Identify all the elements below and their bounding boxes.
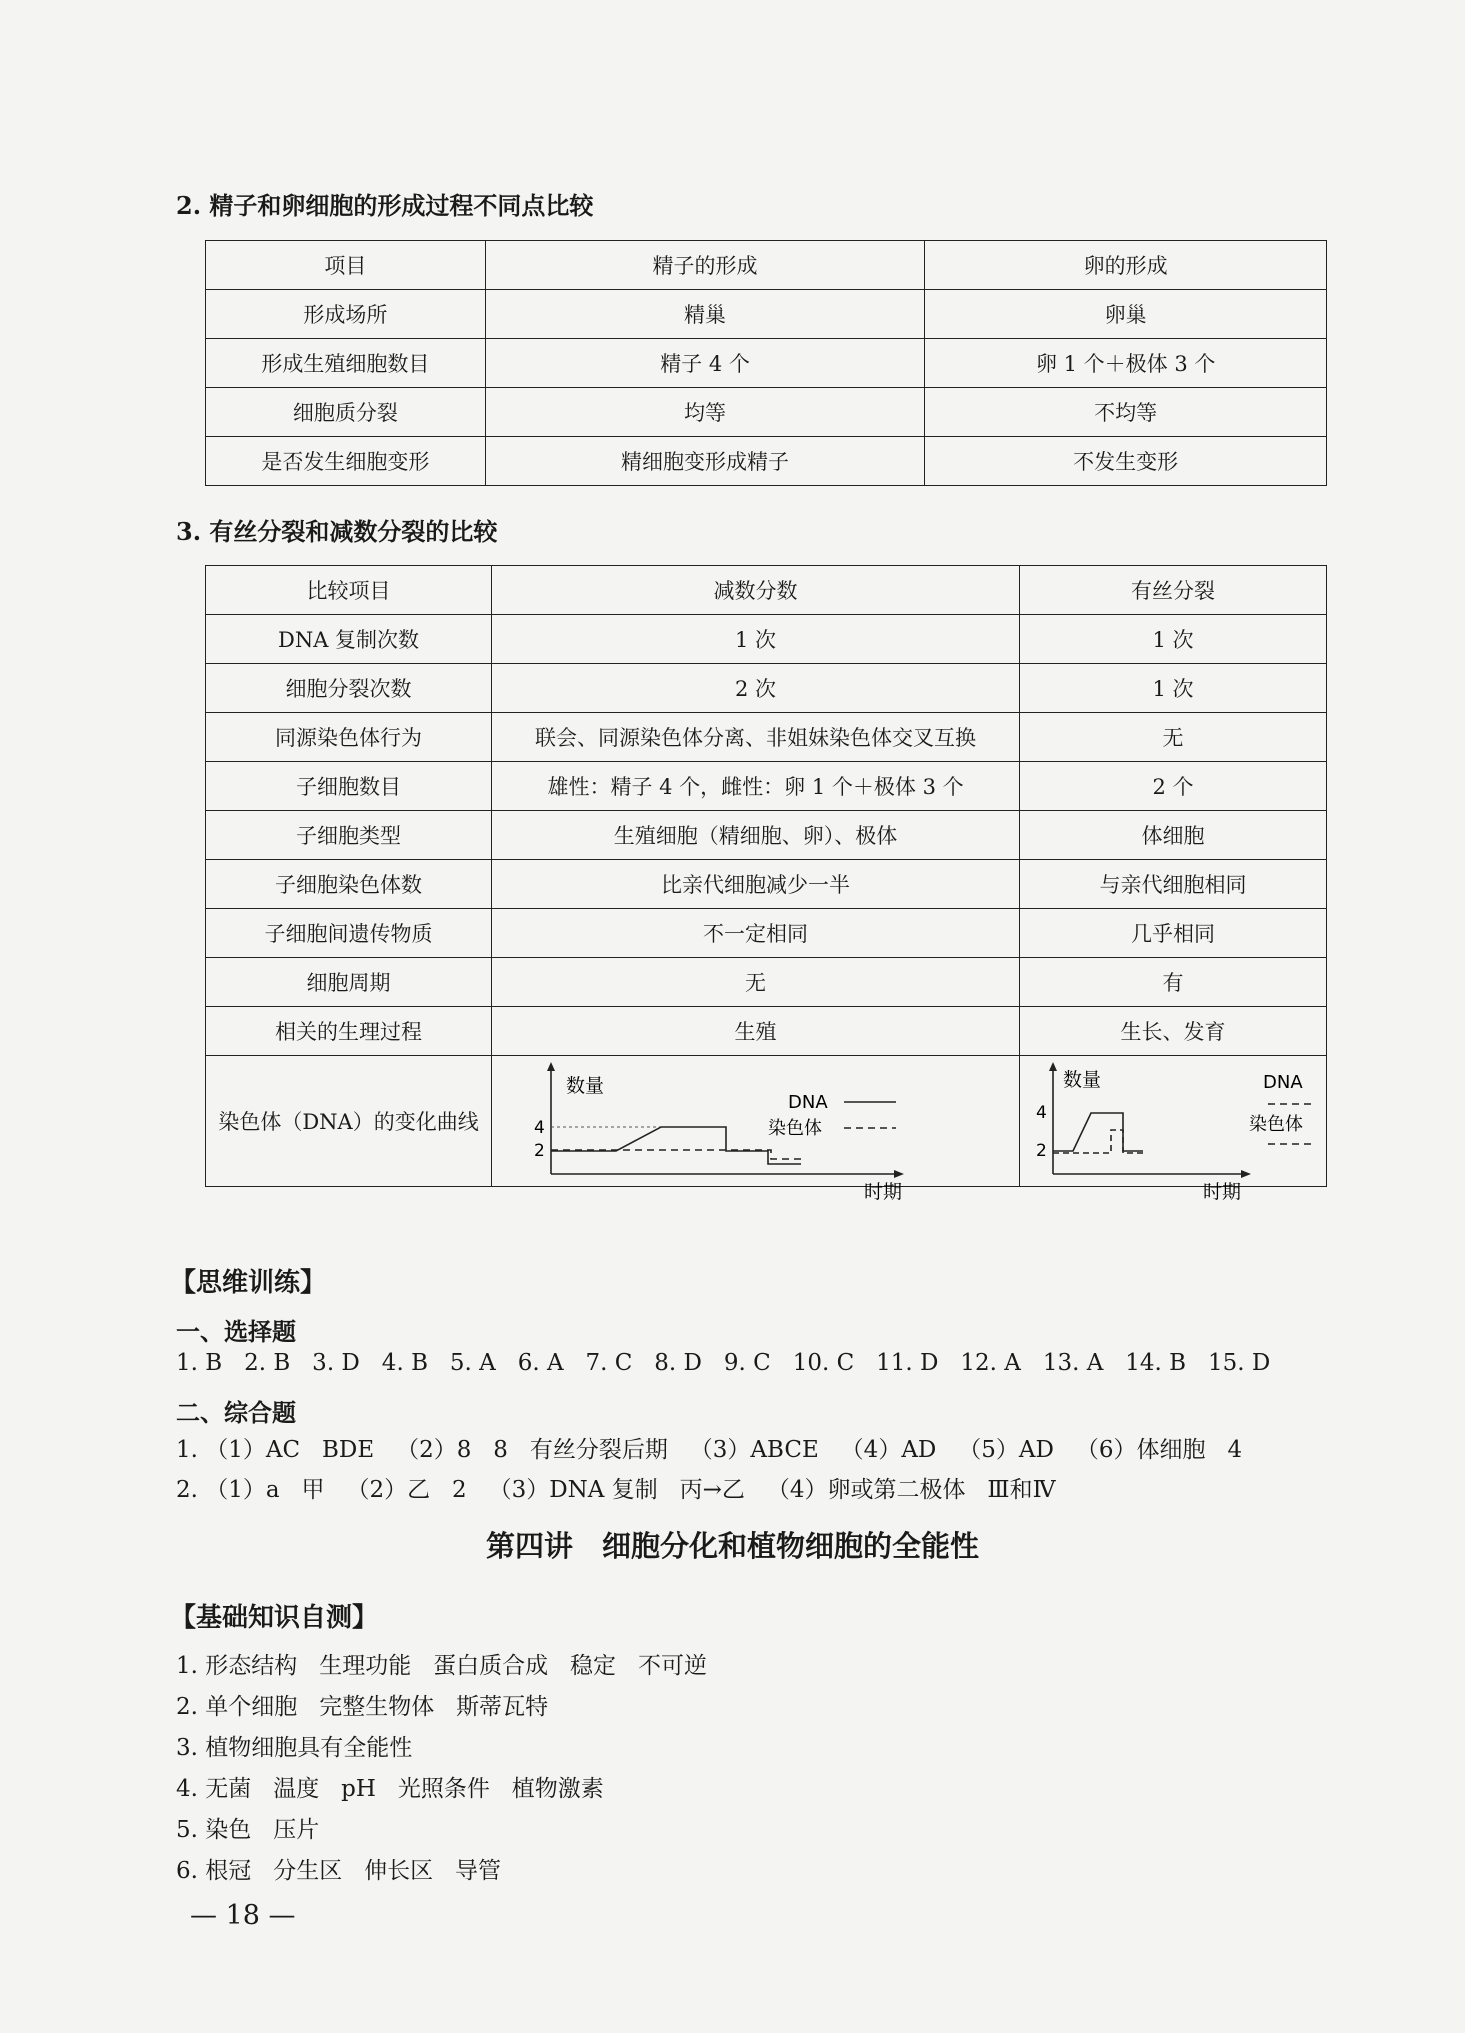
table-cell: 形成场所	[206, 290, 486, 339]
table-cell: 比亲代细胞减少一半	[492, 860, 1020, 909]
curve-row	[206, 1056, 1327, 1187]
y-axis-arrow	[1049, 1062, 1057, 1071]
knowledge-item-1: 1. 形态结构 生理功能 蛋白质合成 稳定 不可逆	[176, 1653, 707, 1679]
comprehensive-section-title: 二、综合题	[176, 1398, 296, 1427]
knowledge-item-2: 2. 单个细胞 完整生物体 斯蒂瓦特	[176, 1694, 549, 1720]
section-3-title: 3. 有丝分裂和减数分裂的比较	[176, 517, 498, 546]
basic-knowledge-title: 【基础知识自测】	[170, 1603, 379, 1633]
y-tick-4: 4	[1036, 1103, 1047, 1123]
dna-curve	[551, 1127, 801, 1164]
choice-section-title: 一、选择题	[176, 1317, 296, 1346]
curve-row-label: 染色体（DNA）的变化曲线	[206, 1056, 492, 1187]
table-cell: 有	[1020, 958, 1327, 1007]
table-cell: 不均等	[925, 388, 1327, 437]
table-row	[206, 811, 1327, 860]
table-cell: 卵 1 个＋极体 3 个	[925, 339, 1327, 388]
legend-dna: DNA	[787, 1092, 828, 1113]
dna-curve	[1053, 1113, 1143, 1151]
knowledge-item-6: 6. 根冠 分生区 伸长区 导管	[176, 1858, 502, 1884]
chromosome-curve	[1053, 1130, 1143, 1153]
table-row	[206, 958, 1327, 1007]
table-cell: 生殖	[492, 1007, 1020, 1056]
table-cell: 子细胞类型	[206, 811, 492, 860]
table-cell: 体细胞	[1020, 811, 1327, 860]
table-cell: 联会、同源染色体分离、非姐妹染色体交叉互换	[492, 713, 1020, 762]
table-cell: 1 次	[1020, 615, 1327, 664]
table-cell: DNA 复制次数	[206, 615, 492, 664]
table-cell: 与亲代细胞相同	[1020, 860, 1327, 909]
table-cell: 2 次	[492, 664, 1020, 713]
table-cell: 无	[1020, 713, 1327, 762]
table-header-cell: 项目	[206, 241, 486, 290]
table-cell: 1 次	[1020, 664, 1327, 713]
y-axis-label: 数量	[565, 1075, 604, 1097]
choice-answers: 1. B 2. B 3. D 4. B 5. A 6. A 7. C 8. D 9. C 10. C 11. D 12. A 13. A 14. B 15. D	[176, 1350, 1271, 1376]
table-row	[206, 388, 1327, 437]
table-row	[206, 664, 1327, 713]
table-cell: 子细胞间遗传物质	[206, 909, 492, 958]
comprehensive-answer-2: 2. （1）a 甲 （2）乙 2 （3）DNA 复制 丙→乙 （4）卵或第二极体 Ⅲ和Ⅳ	[176, 1477, 1056, 1503]
table-cell: 细胞质分裂	[206, 388, 486, 437]
table-row	[206, 762, 1327, 811]
practice-title: 【思维训练】	[170, 1268, 327, 1298]
table-cell: 细胞周期	[206, 958, 492, 1007]
y-tick-4: 4	[533, 1118, 545, 1138]
y-axis-label: 数量	[1063, 1069, 1102, 1091]
table-cell: 不发生变形	[925, 437, 1327, 486]
table-cell: 相关的生理过程	[206, 1007, 492, 1056]
meiosis-chromosome-dna-graph	[496, 1056, 1016, 1203]
table-header-cell: 有丝分裂	[1020, 566, 1327, 615]
mitosis-meiosis-table	[205, 565, 1327, 1203]
table-cell: 子细胞数目	[206, 762, 492, 811]
table-cell: 卵巢	[925, 290, 1327, 339]
lecture-4-title: 第四讲 细胞分化和植物细胞的全能性	[485, 1529, 979, 1563]
table-cell: 1 次	[492, 615, 1020, 664]
table-cell: 生长、发育	[1020, 1007, 1327, 1056]
mitosis-chromosome-dna-graph	[1023, 1056, 1323, 1203]
table-cell: 不一定相同	[492, 909, 1020, 958]
sperm-egg-table	[205, 240, 1327, 486]
knowledge-item-4: 4. 无菌 温度 pH 光照条件 植物激素	[176, 1776, 604, 1802]
table-header-cell: 精子的形成	[485, 241, 925, 290]
table-header-row	[206, 566, 1327, 615]
legend-chromosome: 染色体	[767, 1118, 822, 1139]
knowledge-item-3: 3. 植物细胞具有全能性	[176, 1735, 413, 1761]
y-tick-2: 2	[533, 1141, 545, 1161]
x-axis-label: 时期	[1203, 1181, 1242, 1203]
page-number: — 18 —	[190, 1900, 296, 1931]
table-cell: 形成生殖细胞数目	[206, 339, 486, 388]
table-row	[206, 1007, 1327, 1056]
y-axis-arrow	[547, 1062, 555, 1071]
table-cell: 雄性：精子 4 个，雌性：卵 1 个＋极体 3 个	[492, 762, 1020, 811]
table-cell: 精细胞变形成精子	[485, 437, 925, 486]
table-header-row	[206, 241, 1327, 290]
table-cell: 均等	[485, 388, 925, 437]
legend-dna: DNA	[1263, 1072, 1303, 1093]
table-row	[206, 713, 1327, 762]
table-header-cell: 比较项目	[206, 566, 492, 615]
table-cell: 2 个	[1020, 762, 1327, 811]
table-row	[206, 437, 1327, 486]
mitosis-graph-cell	[1020, 1056, 1327, 1203]
table-header-cell: 卵的形成	[925, 241, 1327, 290]
x-axis-label: 时期	[863, 1181, 902, 1203]
table-cell: 细胞分裂次数	[206, 664, 492, 713]
meiosis-graph-cell	[492, 1056, 1020, 1203]
table-cell: 生殖细胞（精细胞、卵）、极体	[492, 811, 1020, 860]
table-cell: 几乎相同	[1020, 909, 1327, 958]
table-cell: 精巢	[485, 290, 925, 339]
table-cell: 无	[492, 958, 1020, 1007]
comprehensive-answer-1: 1. （1）AC BDE （2）8 8 有丝分裂后期 （3）ABCE （4）AD （5）AD （6）体细胞 4	[176, 1437, 1243, 1463]
table-cell: 精子 4 个	[485, 339, 925, 388]
table-row	[206, 339, 1327, 388]
table-row	[206, 615, 1327, 664]
table-cell: 同源染色体行为	[206, 713, 492, 762]
table-cell: 子细胞染色体数	[206, 860, 492, 909]
table-row	[206, 860, 1327, 909]
x-axis-arrow	[1241, 1170, 1251, 1178]
x-axis-arrow	[894, 1170, 904, 1178]
table-row	[206, 290, 1327, 339]
table-cell: 是否发生细胞变形	[206, 437, 486, 486]
table-row	[206, 909, 1327, 958]
knowledge-item-5: 5. 染色 压片	[176, 1817, 320, 1843]
table-header-cell: 减数分数	[492, 566, 1020, 615]
legend-chromosome: 染色体	[1249, 1114, 1303, 1135]
section-2-title: 2. 精子和卵细胞的形成过程不同点比较	[176, 191, 594, 220]
y-tick-2: 2	[1036, 1141, 1047, 1161]
